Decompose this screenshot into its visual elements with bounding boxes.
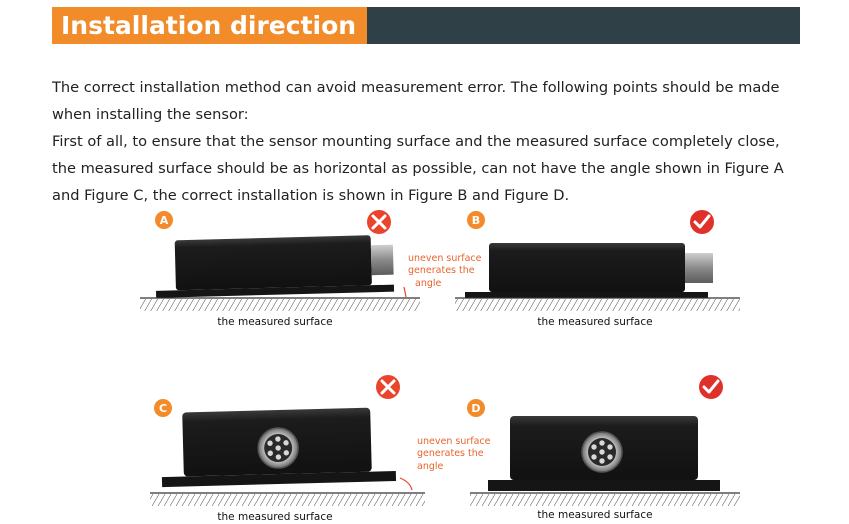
figure-a-note-line2: generates the	[408, 265, 475, 276]
figure-b-label: B	[471, 214, 481, 227]
sensor-body-d	[488, 416, 720, 491]
figure-c-label: C	[158, 402, 168, 415]
angle-arrow	[400, 478, 412, 490]
sensor-body-b	[465, 243, 713, 298]
sensor-body-a	[155, 235, 394, 298]
figure-d-surface-label: the measured surface	[537, 509, 653, 521]
section-title: Installation direction	[52, 7, 367, 44]
figure-a-label: A	[159, 214, 169, 227]
figure-c-note-line2: generates the	[417, 448, 484, 459]
ground-hatch-b	[455, 299, 740, 311]
ground-hatch-a	[140, 299, 420, 311]
intro-paragraph-2: First of all, to ensure that the sensor mounting surface and the measured surface completely close, the measured surface should be as horizontal as possible, can not have the angle shown in Figure A and Figure C, the correct installation is shown in Figure B and Figure D.	[52, 133, 784, 204]
figure-c	[150, 375, 491, 523]
figure-c-note-line1: uneven surface	[417, 436, 491, 447]
figure-d-label: D	[471, 402, 481, 415]
correct-icon	[699, 375, 723, 399]
figure-b-surface-label: the measured surface	[537, 316, 653, 328]
figure-a-note-line3: angle	[415, 278, 442, 289]
figure-c-surface-label: the measured surface	[217, 511, 333, 523]
figure-a-surface-label: the measured surface	[217, 316, 333, 328]
figure-b	[455, 210, 740, 328]
incorrect-icon	[376, 375, 400, 399]
figure-d	[467, 375, 740, 521]
figure-a-note-line1: uneven surface	[408, 253, 482, 264]
correct-icon	[690, 210, 714, 234]
ground-hatch-d	[470, 494, 740, 506]
figure-a	[140, 210, 482, 328]
intro-paragraph-1: The correct installation method can avoid measurement error. The following points should be made when installing the sensor:	[52, 79, 780, 123]
figure-c-note-line3: angle	[417, 461, 444, 472]
ground-hatch-c	[150, 494, 425, 506]
sensor-body-c	[160, 407, 396, 487]
angle-arrow	[404, 287, 406, 297]
incorrect-icon	[367, 210, 391, 234]
